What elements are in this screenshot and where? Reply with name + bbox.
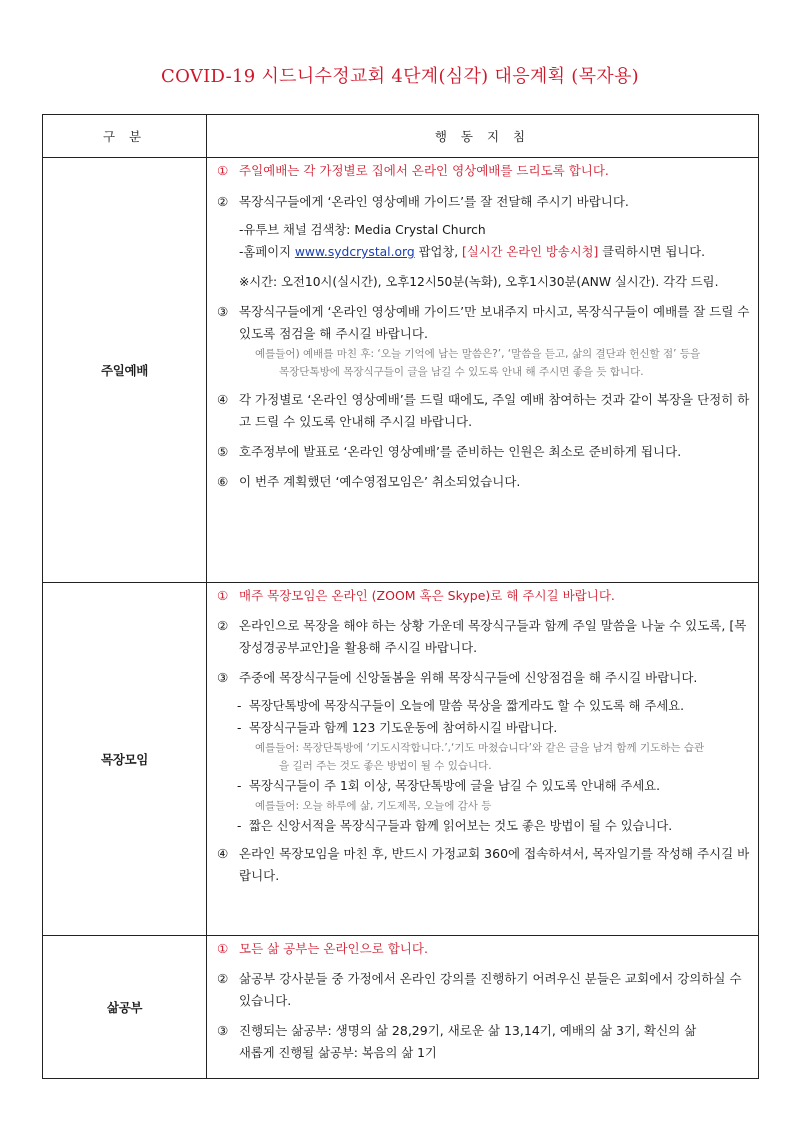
worship-note-1: 예를들어) 예배를 마친 후: ‘오늘 기억에 남는 말씀은?’, ‘말씀을 듣고, 삶의 결단과 헌신할 점’ 등을 [255, 348, 701, 360]
response-plan-table [42, 114, 759, 1079]
worship-guidelines [207, 158, 759, 583]
worship-item-5: ⑤ 호주정부에 발표로 ‘온라인 영상예배’를 준비하는 인원은 최소로 준비하게 됩니다. [217, 444, 682, 459]
header-category: 구 분 [43, 115, 207, 158]
cell-dash-1: - 목장단톡방에 목장식구들이 오늘에 말씀 묵상을 짧게라도 할 수 있도록 해 주세요. [237, 699, 684, 713]
worship-item-4: ④ 각 가정별로 ‘온라인 영상예배’를 드릴 때에도, 주일 예배 참여하는 것과 같이 복장을 단정히 하고 드릴 수 있도록 안내해 주시길 바랍니다. [217, 392, 750, 429]
worship-note-2: 목장단톡방에 목장식구들이 글을 남길 수 있도록 안내 해 주시면 좋을 듯 합니다. [279, 366, 644, 378]
table-row-cell-group [43, 583, 759, 936]
cell-note-3: 예를들어: 오늘 하루에 삶, 기도제목, 오늘에 감사 등 [255, 800, 492, 812]
cell-item-1: ① 매주 목장모임은 온라인 (ZOOM 혹은 Skype)로 해 주시길 바랍니다. [217, 588, 615, 603]
live-broadcast-label: [실시간 온라인 방송시청] [462, 245, 599, 259]
study-item-3-continued: 새롭게 진행될 삶공부: 복음의 삶 1기 [239, 1046, 437, 1060]
cell-note-2: 을 길러 주는 것도 좋은 방법이 될 수 있습니다. [279, 760, 492, 772]
study-item-2: ② 삶공부 강사분들 중 가정에서 온라인 강의를 진행하기 어려우신 분들은 교회에서 강의하실 수 있습니다. [217, 971, 742, 1008]
cell-item-4: ④ 온라인 목장모임을 마친 후, 반드시 가정교회 360에 접속하셔서, 목자일기를 작성해 주시길 바랍니다. [217, 846, 750, 883]
cell-dash-3: - 목장식구들이 주 1회 이상, 목장단톡방에 글을 남길 수 있도록 안내해 주세요. [237, 779, 661, 793]
page-title: COVID-19 시드니수정교회 4단계(심각) 대응계획 (목자용) [161, 66, 639, 87]
study-item-1: ① 모든 삶 공부는 온라인으로 합니다. [217, 941, 428, 956]
category-worship: 주일예배 [43, 158, 207, 583]
service-times: ※시간: 오전10시(실시간), 오후12시50분(녹화), 오후1시30분(ANW 실시간). 각각 드림. [239, 275, 719, 289]
cell-item-2: ② 온라인으로 목장을 해야 하는 상황 가운데 목장식구들과 함께 주일 말씀을 나눌 수 있도록, [목장성경공부교안]을 활용해 주시길 바랍니다. [217, 618, 747, 655]
study-item-3: ③ 진행되는 삶공부: 생명의 삶 28,29기, 새로운 삶 13,14기, 예배의 삶 3기, 확신의 삶 [217, 1023, 697, 1038]
cell-note-1: 예를들어: 목장단톡방에 ‘기도시작합니다.’,‘기도 마쳤습니다’와 같은 글을 남겨 함께 기도하는 습관 [255, 742, 705, 754]
worship-item-6: ⑥ 이 번주 계획했던 ‘예수영접모임은’ 취소되었습니다. [217, 474, 521, 489]
cell-item-3: ③ 주중에 목장식구들에 신앙돌봄을 위해 목장식구들에 신앙점검을 해 주시길 바랍니다. [217, 670, 698, 685]
header-guideline: 행 동 지 침 [207, 115, 759, 158]
table-row-worship [43, 158, 759, 583]
cell-dash-4: - 짧은 신앙서적을 목장식구들과 함께 읽어보는 것도 좋은 방법이 될 수 있습니다. [237, 819, 673, 833]
table-header-row [43, 115, 759, 158]
homepage-link[interactable]: www.sydcrystal.org [294, 245, 415, 259]
cell-dash-2: - 목장식구들과 함께 123 기도운동에 참여하시길 바랍니다. [237, 721, 558, 735]
category-cell-group: 목장모임 [43, 583, 207, 936]
homepage-line: -홈페이지 www.sydcrystal.org 팝업창, [실시간 온라인 방송시청] 클릭하시면 됩니다. [239, 245, 706, 259]
worship-item-3: ③ 목장식구들에게 ‘온라인 영상예배 가이드’만 보내주지 마시고, 목장식구들이 예배를 잘 드릴 수 있도록 점검을 해 주시길 바랍니다. [217, 304, 750, 341]
youtube-channel: -유투브 채널 검색창: Media Crystal Church [239, 223, 486, 237]
life-study-guidelines [207, 936, 759, 1079]
worship-item-2: ② 목장식구들에게 ‘온라인 영상예배 가이드’를 잘 전달해 주시기 바랍니다. [217, 194, 629, 209]
cell-group-guidelines [207, 583, 759, 936]
table-row-life-study [43, 936, 759, 1079]
category-life-study: 삶공부 [43, 936, 207, 1079]
worship-item-1: ① 주일예배는 각 가정별로 집에서 온라인 영상예배를 드리도록 합니다. [217, 163, 609, 178]
